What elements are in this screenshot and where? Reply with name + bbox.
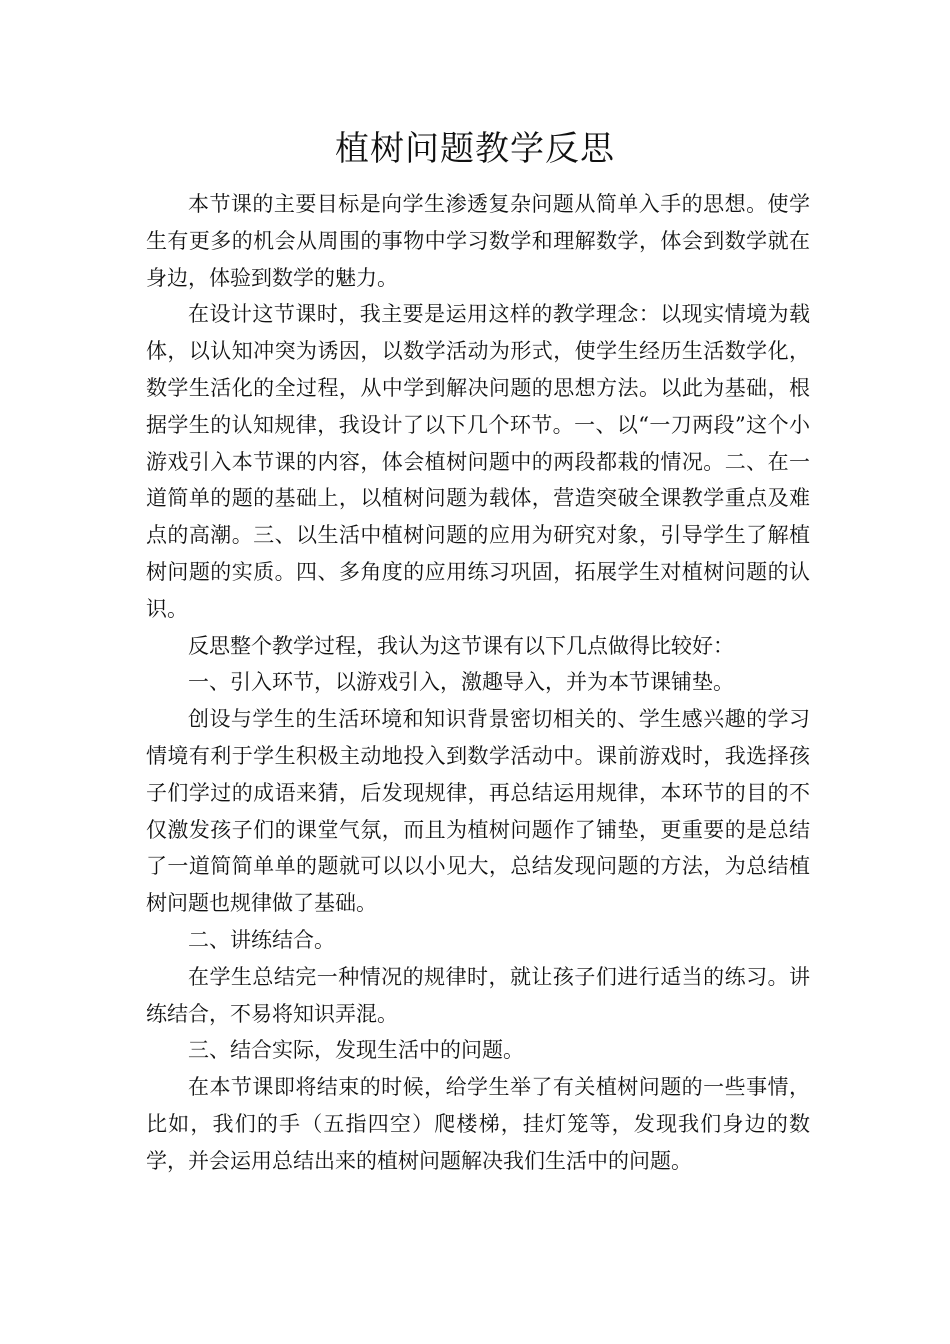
paragraph-section-2: 在学生总结完一种情况的规律时，就让孩子们进行适当的练习。讲练结合，不易将知识弄混。 <box>146 964 810 1026</box>
section-heading-1: 一、引入环节，以游戏引入，激趣导入，并为本节课铺垫。 <box>188 670 734 695</box>
paragraph-reflection-intro: 反思整个教学过程，我认为这节课有以下几点做得比较好： <box>188 633 734 658</box>
document-body <box>146 186 810 1180</box>
paragraph-section-3: 在本节课即将结束的时候，给学生举了有关植树问题的一些事情，比如，我们的手（五指四空）爬楼梯，挂灯笼等，发现我们身边的数学，并会运用总结出来的植树问题解决我们生活中的问题。 <box>146 1075 810 1173</box>
paragraph-section-1: 创设与学生的生活环境和知识背景密切相关的、学生感兴趣的学习情境有利于学生积极主动地投入到数学活动中。课前游戏时，我选择孩子们学过的成语来猜，后发现规律，再总结运用规律，本环节的目的不仅激发孩子们的课堂气氛，而且为植树问题作了铺垫，更重要的是总结了一道简简单单的题就可以以小见大，总结发现问题的方法，为总结植树问题也规律做了基础。 <box>146 707 810 916</box>
paragraph-design: 在设计这节课时，我主要是运用这样的教学理念：以现实情境为载体，以认知冲突为诱因，以数学活动为形式，使学生经历生活数学化，数学生活化的全过程，从中学到解决问题的思想方法。以此为基础，根据学生的认知规律，我设计了以下几个环节。一、以“一刀两段”这个小游戏引入本节课的内容，体会植树问题中的两段都栽的情况。二、在一道简单的题的基础上，以植树问题为载体，营造突破全课教学重点及难点的高潮。三、以生活中植树问题的应用为研究对象，引导学生了解植树问题的实质。四、多角度的应用练习巩固，拓展学生对植树问题的认识。 <box>146 302 810 621</box>
section-heading-3: 三、结合实际，发现生活中的问题。 <box>188 1038 524 1063</box>
paragraph-goal: 本节课的主要目标是向学生渗透复杂问题从简单入手的思想。使学生有更多的机会从周围的事物中学习数学和理解数学，体会到数学就在身边，体验到数学的魅力。 <box>146 192 810 290</box>
document-title: 植树问题教学反思 <box>335 129 615 169</box>
section-heading-2: 二、讲练结合。 <box>188 927 335 952</box>
